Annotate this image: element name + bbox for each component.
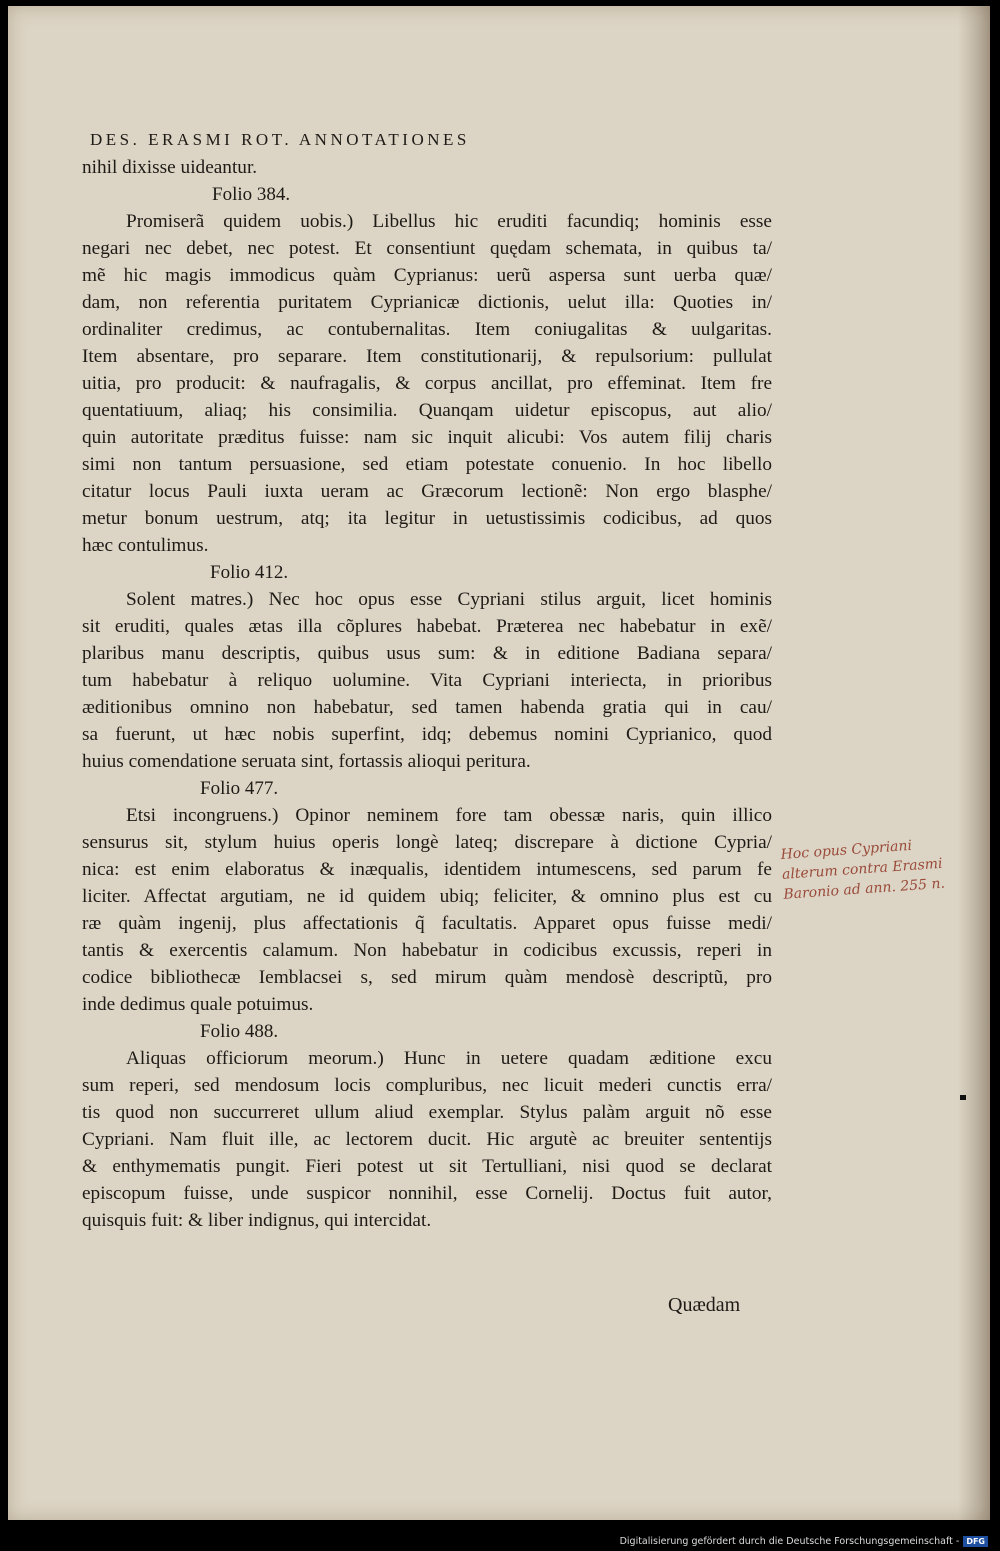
text-line: Promiserã quidem uobis.) Libellus hic eruditi facundiq; hominis esse [126,211,772,232]
page-edge-shadow [958,6,990,1520]
text-line: liciter. Affectat argutiam, ne id quidem ubiq; feliciter, & omnino plus est cu [82,886,772,907]
funding-footer [620,1536,988,1547]
text-line: citatur locus Pauli iuxta ueram ac Græcorum lectionẽ: Non ergo blasphe/ [82,481,772,502]
text-line: Cypriani. Nam fluit ille, ac lectorem ducit. Hic argutè ac breuiter sententijs [82,1129,772,1150]
text-line: inde dedimus quale potuimus. [82,994,314,1015]
text-line: codice bibliothecæ Iemblacsei s, sed mirum quàm mendosè descriptũ, pro [82,967,772,988]
footer-text: Digitalisierung gefördert durch die Deutsche Forschungsgemeinschaft - [619,1536,960,1547]
annotation-sections [82,154,772,1234]
text-line: sit eruditi, quales ætas illa cõplures habebat. Præterea nec habebatur in exẽ/ [82,616,772,637]
text-line: negari nec debet, nec potest. Et consentiunt quędam schemata, in quibus ta/ [82,238,772,259]
catchword: Quædam [668,1294,741,1316]
text-line: metur bonum uestrum, atq; ita legitur in uetustissimis codicibus, ad quos [82,508,772,529]
text-block [82,130,772,1234]
text-line: episcopum fuisse, unde suspicor nonnihil, esse Cornelij. Doctus fuit autor, [82,1183,772,1204]
text-line: Solent matres.) Nec hoc opus esse Cypriani stilus arguit, licet hominis [126,589,772,610]
text-line: simi non tantum persuasione, sed etiam potestate conuenio. In hoc libello [82,454,772,475]
text-line: hæc contulimus. [82,535,209,556]
folio-heading: Folio 488. [200,1021,279,1042]
text-line: quisquis fuit: & liber indignus, qui intercidat. [82,1210,432,1231]
text-line: quin autoritate præditus fuisse: nam sic inquit alicubi: Vos autem filij charis [82,427,772,448]
text-line: ræ quàm ingenij, plus affectationis q̃ facultatis. Apparet opus fuisse medi/ [82,913,772,934]
margin-note-line: Hoc opus Cypriani [780,837,913,863]
margin-note-line: Baronio ad ann. 255 n. [782,875,946,903]
text-line: Etsi incongruens.) Opinor neminem fore tam obessæ naris, quin illico [126,805,772,826]
text-line: sum reperi, sed mendosum locis compluribus, nec licuit mederi cunctis erra/ [82,1075,772,1096]
text-line: & enthymematis pungit. Fieri potest ut sit Tertulliani, nisi quod se declarat [82,1156,772,1177]
text-line: uitia, pro producit: & naufragalis, & corpus ancillat, pro effeminat. Item fre [82,373,772,394]
folio-heading: Folio 412. [210,562,289,583]
text-line: quentatiuum, aliaq; his consimilia. Quanqam uidetur episcopus, aut alio/ [82,400,772,421]
text-line: dam, non referentia puritatem Cyprianicæ dictionis, uelut illa: Quoties in/ [82,292,772,313]
text-line: plaribus manu descriptis, quibus usus sum: & in editione Badiana separa/ [82,643,772,664]
text-line: huius comendatione seruata sint, fortassis alioqui peritura. [82,751,531,772]
dfg-logo-icon: DFG [963,1536,988,1547]
margin-mark [960,1095,966,1100]
text-line: Aliquas officiorum meorum.) Hunc in uetere quadam æditione excu [126,1048,772,1069]
text-line: nihil dixisse uideantur. [82,157,258,178]
text-line: tum habebatur à reliquo uolumine. Vita Cypriani interiecta, in prioribus [82,670,772,691]
text-line: mẽ hic magis immodicus quàm Cyprianus: uerũ aspersa sunt uerba quæ/ [82,265,772,286]
folio-heading: Folio 477. [200,778,279,799]
text-line: æditionibus omnino non habebatur, sed tamen habenda gratia qui in cau/ [82,697,772,718]
text-line: sensurus sit, stylum huius operis longè lateq; discrepare à dictione Cypria/ [82,832,772,853]
text-line: Item absentare, pro separare. Item constitutionarij, & repulsorium: pullulat [82,346,772,367]
text-line: sa fuerunt, ut hæc nobis superfint, idq; debemus nomini Cyprianico, quod [82,724,772,745]
text-line: ordinaliter credimus, ac contubernalitas. Item coniugalitas & uulgaritas. [82,319,772,340]
text-line: nica: est enim elaboratus & inæqualis, identidem intumescens, sed parum fe [82,859,772,880]
folio-heading: Folio 384. [212,184,291,205]
text-line: tis quod non succurreret ullum aliud exemplar. Stylus palàm arguit nõ esse [82,1102,772,1123]
margin-note-line: alterum contra Erasmi [781,855,944,883]
running-header: DES. ERASMI ROT. ANNOTATIONES [90,130,470,149]
text-line: tantis & exercentis calamum. Non habebatur in codicibus excussis, reperi in [82,940,772,961]
